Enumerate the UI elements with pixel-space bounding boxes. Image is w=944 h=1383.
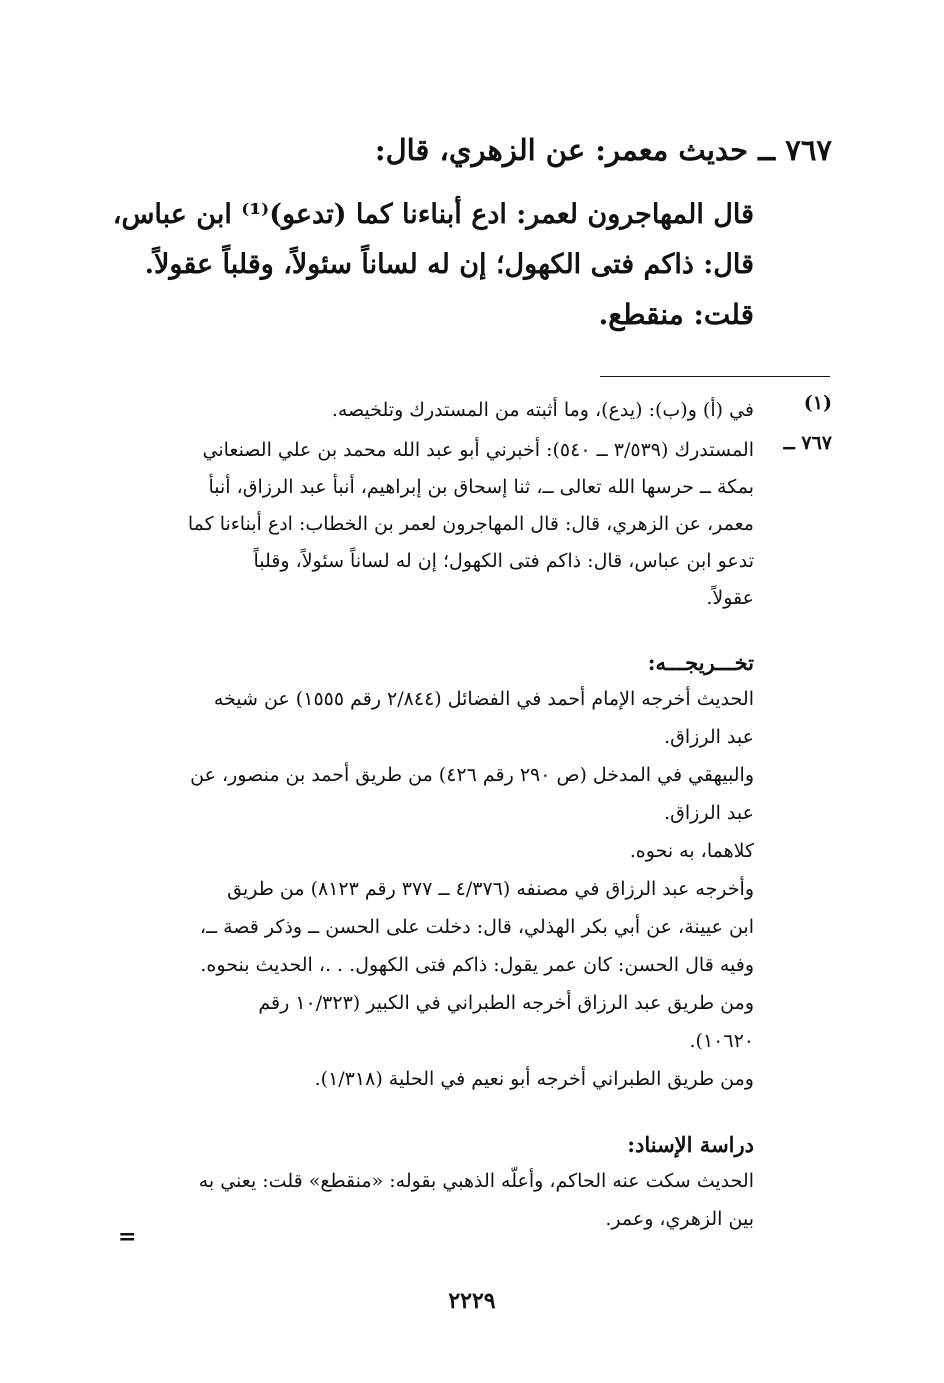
footnote-line: تدعو ابن عباس، قال: ذاكم فتى الكهول؛ إن له لساناً سئولاً، وقلباً — [253, 550, 754, 572]
footnote-marker: ٧٦٧ ــ — [783, 432, 832, 454]
takhrij-heading: تخـــريجـــه: — [647, 650, 754, 675]
takhrij-line: ١٠٦٢٠). — [689, 1030, 754, 1052]
hadith-title: ٧٦٧ ــ حديث معمر: عن الزهري، قال: — [374, 133, 832, 167]
footnote-767 — [112, 432, 832, 617]
takhrij-line: ومن طريق الطبراني أخرجه أبو نعيم في الحلية (١/٣١٨). — [314, 1068, 754, 1090]
author-comment: قلت: منقطع. — [598, 298, 754, 331]
footnote-line: بمكة ــ حرسها الله تعالى ــ، ثنا إسحاق بن إبراهيم، أنبأ عبد الرزاق، أنبأ — [208, 476, 754, 498]
takhrij-line: عبد الرزاق. — [664, 802, 754, 824]
takhrij-line: عبد الرزاق. — [664, 726, 754, 748]
hadith-text — [114, 190, 754, 290]
isnad-study-section — [124, 1128, 754, 1238]
footnote-body — [112, 432, 754, 617]
footnote-body — [112, 392, 754, 429]
footnote-line: المستدرك (٣/٥٣٩ ــ ٥٤٠): أخبرني أبو عبد الله محمد بن علي الصنعاني — [202, 439, 754, 461]
hadith-text-line: قال المهاجرون لعمر: ادع أبناءنا كما (تدعو)⁽¹⁾ ابن عباس، — [112, 199, 754, 230]
footnote-line: معمر، عن الزهري، قال: قال المهاجرون لعمر بن الخطاب: ادع أبناءنا كما — [187, 513, 754, 535]
takhrij-line: ابن عيينة، عن أبي بكر الهذلي، قال: دخلت على الحسن ــ وذكر قصة ــ، — [199, 916, 754, 938]
takhrij-line: والبيهقي في المدخل (ص ٢٩٠ رقم ٤٢٦) من طريق أحمد بن منصور، عن — [190, 764, 754, 786]
takhrij-section — [124, 646, 754, 1098]
takhrij-line: وأخرجه عبد الرزاق في مصنفه (٤/٣٧٦ ــ ٣٧٧ رقم ٨١٢٣) من طريق — [227, 878, 754, 900]
takhrij-line: ومن طريق عبد الرزاق أخرجه الطبراني في الكبير (١٠/٣٢٣ رقم — [258, 992, 754, 1014]
footnote-1 — [112, 392, 832, 429]
footnote-line: عقولاً. — [706, 587, 754, 609]
takhrij-line: كلاهما، به نحوه. — [629, 840, 754, 862]
takhrij-line: وفيه قال الحسن: كان عمر يقول: ذاكم فتى الكهول. . .، الحديث بنحوه. — [200, 954, 754, 976]
page-number: ٢٢٢٩ — [448, 1288, 496, 1314]
isnad-study-heading: دراسة الإسناد: — [627, 1132, 754, 1157]
footnote-marker: (١) — [803, 392, 832, 414]
footnote-separator — [600, 376, 830, 377]
continuation-mark: = — [118, 1224, 137, 1250]
isnad-study-line: الحديث سكت عنه الحاكم، وأعلّه الذهبي بقوله: «منقطع» قلت: يعني به — [198, 1170, 754, 1192]
hadith-text-line: قال: ذاكم فتى الكهول؛ إن له لساناً سئولاً، وقلباً عقولاً. — [144, 249, 754, 280]
takhrij-line: الحديث أخرجه الإمام أحمد في الفضائل (٢/٨٤٤ رقم ١٥٥٥) عن شيخه — [213, 688, 754, 710]
isnad-study-line: بين الزهري، وعمر. — [605, 1208, 754, 1230]
footnote-line: في (أ) و(ب): (يدع)، وما أثبته من المستدرك وتلخيصه. — [331, 399, 754, 421]
